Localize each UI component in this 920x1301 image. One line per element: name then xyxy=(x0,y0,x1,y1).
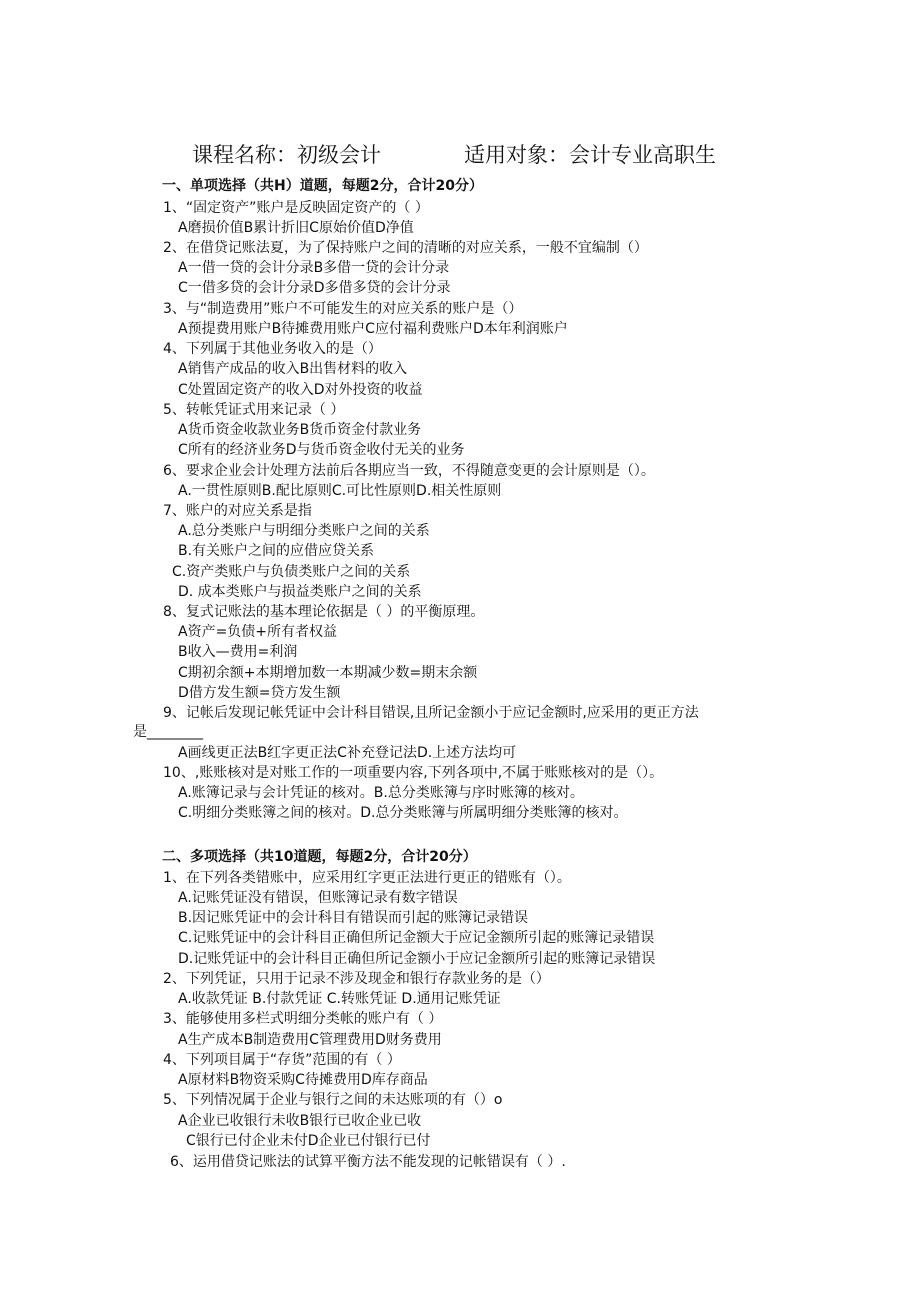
page-title xyxy=(192,139,716,169)
option-line: A.一贯性原则B.配比原则C.可比性原则D.相关性原则 xyxy=(178,483,502,499)
option-line: A一借一贷的会计分录B多借一贷的会计分录 xyxy=(178,260,450,276)
option-line: D.记账凭证中的会计科目正确但所记金额小于应记金额所引起的账簿记录错误 xyxy=(178,951,656,967)
question-line: 5、转帐凭证式用来记录（ ） xyxy=(163,402,345,418)
option-line: A货币资金收款业务B货币资金付款业务 xyxy=(178,422,422,438)
question-line: 8、复式记账法的基本理论依据是（ ）的平衡原理。 xyxy=(163,604,485,620)
question-line: 10、,账账核对是对账工作的一项重要内容,下列各项中,不属于账账核对的是（）。 xyxy=(163,765,664,781)
question-line: 9、记帐后发现记帐凭证中会计科目错误,且所记金额小于应记金额时,应采用的更正方法 xyxy=(163,705,699,721)
option-line: D. 成本类账户与损益类账户之间的关系 xyxy=(178,584,422,600)
question-line: 5、下列情况属于企业与银行之间的未达账项的有（）o xyxy=(163,1092,503,1108)
option-line: B.因记账凭证中的会计科目有错误而引起的账簿记录错误 xyxy=(178,910,529,926)
option-line: A原材料B物资采购C待摊费用D库存商品 xyxy=(178,1072,428,1088)
option-line: A企业已收银行未收B银行已收企业已收 xyxy=(178,1113,422,1129)
option-line: C所有的经济业务D与货币资金收付无关的业务 xyxy=(178,442,465,458)
question-line: 2、在借贷记账法夏，为了保持账户之间的清晰的对应关系，一般不宜编制（） xyxy=(163,240,648,256)
option-line: C.明细分类账簿之间的核对。D.总分类账簿与所属明细分类账簿的核对。 xyxy=(178,805,628,821)
question-line: 1、在下列各类错账中，应采用红字更正法进行更正的错账有（）。 xyxy=(163,870,571,886)
course-name: 课程名称：初级会计 xyxy=(192,143,381,167)
question-line: 4、下列项目属于“存货”范围的有（ ） xyxy=(163,1052,401,1068)
question-line: 7、账户的对应关系是指 xyxy=(163,503,312,519)
option-line: A预提费用账户B待摊费用账户C应付福利费账户D本年利润账户 xyxy=(178,321,568,337)
option-line: A销售产成品的收入B出售材料的收入 xyxy=(178,361,408,377)
option-line: B.有关账户之间的应借应贷关系 xyxy=(178,543,375,559)
option-line: A.总分类账户与明细分类账户之间的关系 xyxy=(178,523,430,539)
option-line: A.记账凭证没有错误，但账簿记录有数字错误 xyxy=(178,890,458,906)
target-audience: 适用对象：会计专业高职生 xyxy=(464,143,716,167)
option-line: A.收款凭证 B.付款凭证 C.转账凭证 D.通用记账凭证 xyxy=(178,991,501,1007)
question-line: 6、要求企业会计处理方法前后各期应当一致，不得随意变更的会计原则是（）。 xyxy=(163,463,655,479)
question-line: 1、“固定资产”账户是反映固定资产的（ ） xyxy=(163,200,429,216)
option-line: A生产成本B制造费用C管理费用D财务费用 xyxy=(178,1032,442,1048)
section2-heading: 二、多项选择（共10道题，每题2分，合计20分） xyxy=(162,849,477,865)
option-line: A画线更正法B红字更正法C补充登记法D.上述方法均可 xyxy=(178,745,517,761)
option-line: C.记账凭证中的会计科目正确但所记金额大于应记金额所引起的账簿记录错误 xyxy=(178,930,655,946)
option-line: A资产=负债+所有者权益 xyxy=(178,624,338,640)
option-line: A磨损价值B累计折旧C原始价值D净值 xyxy=(178,220,414,236)
question-line: 3、与“制造费用”账户不可能发生的对应关系的账户是（） xyxy=(163,301,523,317)
option-line: C期初余额+本期增加数一本期减少数=期末余额 xyxy=(178,665,478,681)
option-line: A.账簿记录与会计凭证的核对。B.总分类账簿与序时账簿的核对。 xyxy=(178,785,584,801)
option-line: D借方发生额=贷方发生额 xyxy=(178,685,341,701)
option-line: C处置固定资产的收入D对外投资的收益 xyxy=(178,382,423,398)
question-line: 2、下列凭证，只用于记录不涉及现金和银行存款业务的是（） xyxy=(163,971,550,987)
question-line: 6、运用借贷记账法的试算平衡方法不能发现的记帐错误有（ ）. xyxy=(170,1154,566,1170)
question-line: 4、下列属于其他业务收入的是（） xyxy=(163,341,382,357)
question-line-continued: 是________ xyxy=(133,724,203,740)
question-line: 3、能够使用多栏式明细分类帐的账户有（ ） xyxy=(163,1011,443,1027)
option-line: C一借多贷的会计分录D多借多贷的会计分录 xyxy=(178,280,451,296)
section1-heading: 一、单项选择（共H）道题，每题2分，合计20分） xyxy=(162,178,483,194)
option-line: B收入—费用=利润 xyxy=(178,644,298,660)
option-line: C.资产类账户与负债类账户之间的关系 xyxy=(172,564,411,580)
option-line: C银行已付企业未付D企业已付银行已付 xyxy=(186,1133,431,1149)
